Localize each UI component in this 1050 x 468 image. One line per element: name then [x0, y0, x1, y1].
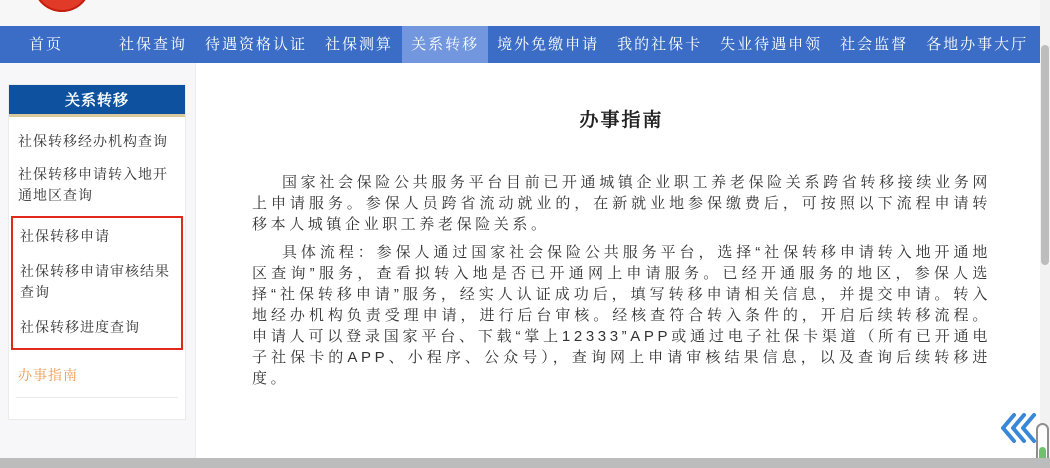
collapse-sidebar-widget[interactable] [998, 411, 1038, 445]
nav-item-my-shebao-card[interactable]: 我的社保卡 [617, 36, 703, 53]
horizontal-scrollbar[interactable] [0, 458, 1050, 468]
nav-item-home[interactable]: 首页 [29, 36, 64, 53]
sidebar-item-transfer-apply[interactable]: 社保转移申请 [20, 228, 110, 244]
sidebar-panel [8, 84, 186, 420]
sidebar-item-progress-query[interactable]: 社保转移进度查询 [20, 319, 140, 335]
header-strip [0, 0, 1040, 26]
sidebar-item-transfer-in-area-query[interactable]: 社保转移申请转入地开通地区查询 [18, 166, 168, 203]
chevrons-left-icon [998, 411, 1038, 445]
national-emblem-logo [33, 0, 91, 12]
guide-article [196, 82, 1039, 458]
sidebar-column [0, 63, 196, 458]
nav-item-social-supervision[interactable]: 社会监督 [840, 36, 909, 53]
nav-item-shebao-calc[interactable]: 社保测算 [325, 36, 394, 53]
main-nav [0, 26, 1040, 63]
page-title: 办事指南 [579, 110, 664, 131]
guide-paragraph-process: 具体流程：参保人通过国家社会保险公共服务平台，选择“社保转移申请转入地开通地区查询”服务，查看拟转入地是否已开通网上申请服务。已经开通服务的地区，参保人选择“社保转移申请”服务，经实人认证成功后，填写转移申请相关信息，并提交申请。转入地经办机构负责受理申请，进行后台审核。经核查符合转入条件的，开启后续转移流程。申请人可以登录国家平台、下载“掌上12333”APP或通过电子社保卡渠道（所有已开通电子社保卡的APP、小程序、公众号），查询网上申请审核结果信息，以及查询后续转移进度。 [252, 244, 991, 387]
sidebar-item-guide[interactable]: 办事指南 [18, 367, 78, 383]
vertical-scrollbar[interactable] [1040, 0, 1050, 458]
nav-item-local-halls[interactable]: 各地办事大厅 [926, 36, 1029, 53]
highlight-annotation-box [11, 216, 183, 350]
guide-paragraph-intro: 国家社会保险公共服务平台目前已开通城镇企业职工养老保险关系跨省转移接续业务网上申请服务。参保人员跨省流动就业的，在新就业地参保缴费后，可按照以下流程申请转移本人城镇企业职工养老保险关系。 [252, 174, 991, 233]
nav-item-benefit-cert[interactable]: 待遇资格认证 [205, 36, 308, 53]
sidebar-item-audit-result-query[interactable]: 社保转移申请审核结果查询 [20, 263, 170, 300]
nav-item-overseas-exempt[interactable]: 境外免缴申请 [497, 36, 600, 53]
main-content [196, 63, 1039, 458]
sidebar-header: 关系转移 [9, 85, 185, 117]
nav-item-shebao-query[interactable]: 社保查询 [119, 36, 188, 53]
scrollbar-thumb[interactable] [1041, 45, 1049, 265]
divider [16, 397, 178, 398]
nav-item-relation-transfer[interactable]: 关系转移 [402, 26, 488, 63]
sidebar-item-agency-query[interactable]: 社保转移经办机构查询 [18, 133, 168, 149]
nav-item-unemployment[interactable]: 失业待遇申领 [720, 36, 823, 53]
